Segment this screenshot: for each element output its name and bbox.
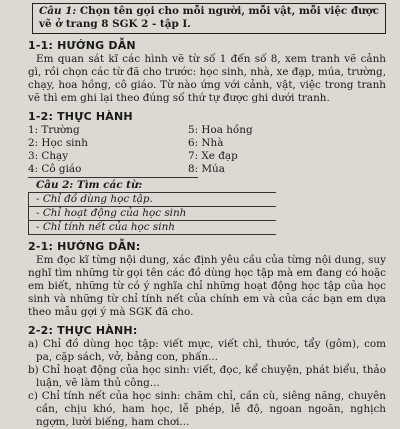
answer-item: 5: Hoa hồng <box>188 124 253 136</box>
section-1-2-heading: 1-2: THỰC HÀNH <box>28 110 133 123</box>
answer-grid <box>28 124 386 176</box>
answer-item: 7: Xe đạp <box>188 150 238 162</box>
list-item: b) Chỉ hoạt động của học sinh: viết, đọc, kể chuyện, phát biểu, thảo luận, vẽ làm thủ công... <box>28 364 386 389</box>
question-2-box <box>28 177 386 235</box>
answer-item: 1: Trường <box>28 124 80 136</box>
answer-item: 3: Chạy <box>28 150 69 162</box>
section-2-1-heading: 2-1: HƯỚNG DẪN: <box>28 240 141 253</box>
answer-item: 4: Cô giáo <box>28 163 82 175</box>
question-2-item: - Chỉ đồ dùng học tập. <box>28 192 276 206</box>
section-2-1-paragraph: Em đọc kĩ từng nội dung, xác định yêu cầu của từng nội dung, suy nghĩ tìm những từ gọi tên các đồ dùng học tập mà em đang có hoặc em biết, những từ có ý nghĩa chỉ những hoạt động học tập của học sinh và những từ chỉ tính nết của chính em và của các bạn em dựa theo mẫu gợi ý mà SGK đã cho. <box>28 254 386 318</box>
section-1-1-heading: 1-1: HƯỚNG DẪN <box>28 39 136 52</box>
question-2-item: - Chỉ tính nết của học sinh <box>28 220 276 235</box>
answer-item: 6: Nhà <box>188 137 224 149</box>
list-item: a) Chỉ đồ dùng học tập: viết mực, viết chì, thước, tẩy (gôm), com pa, cặp sách, vở, bảng con, phấn... <box>28 338 386 363</box>
question-1-text: Chọn tên gọi cho mỗi người, mỗi vật, mỗi việc được vẽ ở trang 8 SGK 2 - tập I. <box>39 5 379 30</box>
question-1-box <box>32 3 386 34</box>
list-item: c) Chỉ tính nết của học sinh: chăm chỉ, cần cù, siêng năng, chuyên cần, chịu khó, ham học, lễ phép, lễ độ, ngoan ngoãn, nghịch ngợm, lười biếng, ham chơi... <box>28 390 386 428</box>
answer-item: 8: Múa <box>188 163 225 175</box>
section-1-1-paragraph: Em quan sát kĩ các hình vẽ từ số 1 đến số 8, xem tranh vẽ cảnh gì, rồi chọn các từ đã cho trước: học sinh, nhà, xe đạp, múa, trường, chạy, hoa hồng, cô giáo. Từ nào ứng với cảnh, vật, việc trong tranh vẽ thì em ghi lại theo đúng số thứ tự được ghi dưới tranh. <box>28 53 386 104</box>
question-1-label: Câu 1: <box>39 5 77 17</box>
section-2-2-list <box>28 338 386 429</box>
question-2-title: Câu 2: Tìm các từ: <box>36 179 143 191</box>
answer-item: 2: Học sinh <box>28 137 88 149</box>
question-2-item: - Chỉ hoạt động của học sinh <box>28 206 276 220</box>
section-2-2-heading: 2-2: THỰC HÀNH: <box>28 324 138 337</box>
